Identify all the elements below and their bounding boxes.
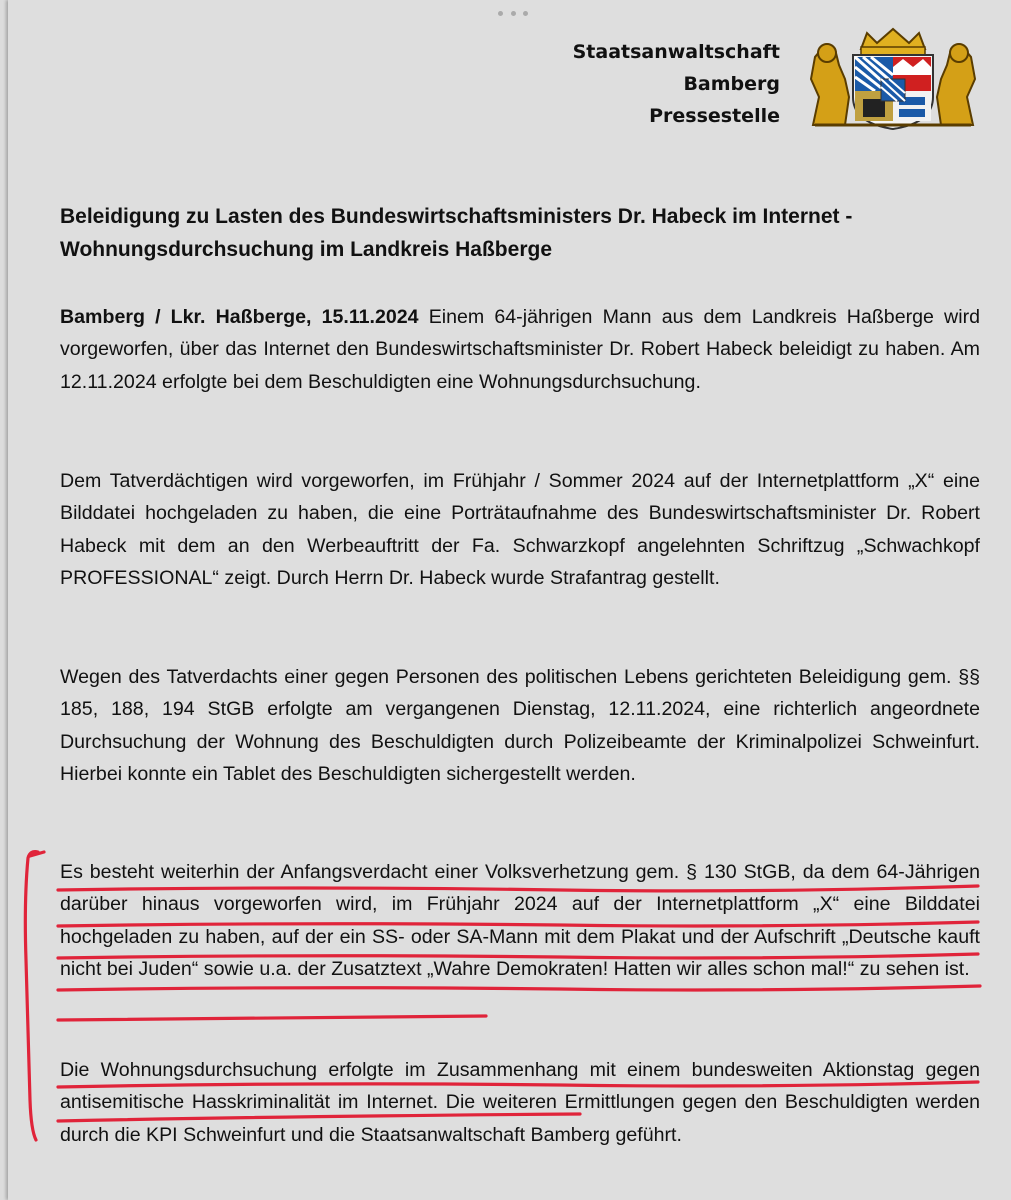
paragraph-3: Wegen des Tatverdachts einer gegen Personen des politischen Lebens gerichteten Beleidigung gem. §§ 185, 188, 194 StGB erfolgte am vergangenen Dienstag, 12.11.2024, eine richterlich angeordnete Durchsuchung der Wohnung des Beschuldigten durch Polizeibeamte der Kriminalpolizei Schweinfurt. Hierbei konnte ein Tablet des Beschuldigten sichergestellt werden. xyxy=(60,666,980,786)
paragraph-1 xyxy=(60,301,980,398)
headline-line-2: Wohnungsdurchsuchung im Landkreis Haßberge xyxy=(60,238,552,261)
authority-line-1: Staatsanwaltschaft xyxy=(572,41,780,63)
document-page xyxy=(8,0,1011,1200)
paragraph-2: Dem Tatverdächtigen wird vorgeworfen, im Frühjahr / Sommer 2024 auf der Internetplattform „X“ eine Bilddatei hochgeladen zu haben, die eine Porträtaufnahme des Bundeswirtschaftsminister Dr. Robert Habeck mit dem an den Werbeauftritt der Fa. Schwarzkopf angelehnten Schriftzug „Schwachkopf PROFESSIONAL“ zeigt. Durch Herrn Dr. Habeck wurde Strafantrag gestellt. xyxy=(60,470,980,590)
press-release-headline xyxy=(60,200,980,266)
paragraph-4: Es besteht weiterhin der Anfangsverdacht einer Volksverhetzung gem. § 130 StGB, da dem 64-Jährigen darüber hinaus vorgeworfen wird, im Frühjahr 2024 auf der Internetplattform „X“ eine Bilddatei hochgeladen zu haben, auf der ein SS- oder SA-Mann mit dem Plakat und der Aufschrift „Deutsche kauft nicht bei Juden“ sowie u.a. der Zusatztext „Wahre Demokraten! Hatten wir alles schon mal!“ zu sehen ist. xyxy=(60,861,980,981)
paragraph-5: Die Wohnungsdurchsuchung erfolgte im Zusammenhang mit einem bundesweiten Aktionstag gegen antisemitische Hasskriminalität im Internet. Die weiteren Ermittlungen gegen den Beschuldigten werden durch die KPI Schweinfurt und die Staatsanwaltschaft Bamberg geführt. xyxy=(60,1059,980,1146)
headline-line-1: Beleidigung zu Lasten des Bundeswirtschaftsministers Dr. Habeck im Internet - xyxy=(60,205,853,228)
issuing-authority xyxy=(573,36,780,132)
authority-line-2: Bamberg xyxy=(683,73,780,95)
paragraph-1-text: Einem 64-jährigen Mann aus dem Landkreis Haßberge wird vorgeworfen, über das Internet den Bundeswirtschaftsminister Dr. Robert Habeck beleidigt zu haben. Am 12.11.2024 erfolgte bei dem Beschuldigten eine Wohnungsdurchsuchung. xyxy=(60,306,980,393)
dateline: Bamberg / Lkr. Haßberge, 15.11.2024 xyxy=(60,306,419,328)
bavarian-coat-of-arms-icon xyxy=(805,27,981,131)
more-options-icon[interactable] xyxy=(498,9,528,17)
authority-line-3: Pressestelle xyxy=(649,105,780,127)
